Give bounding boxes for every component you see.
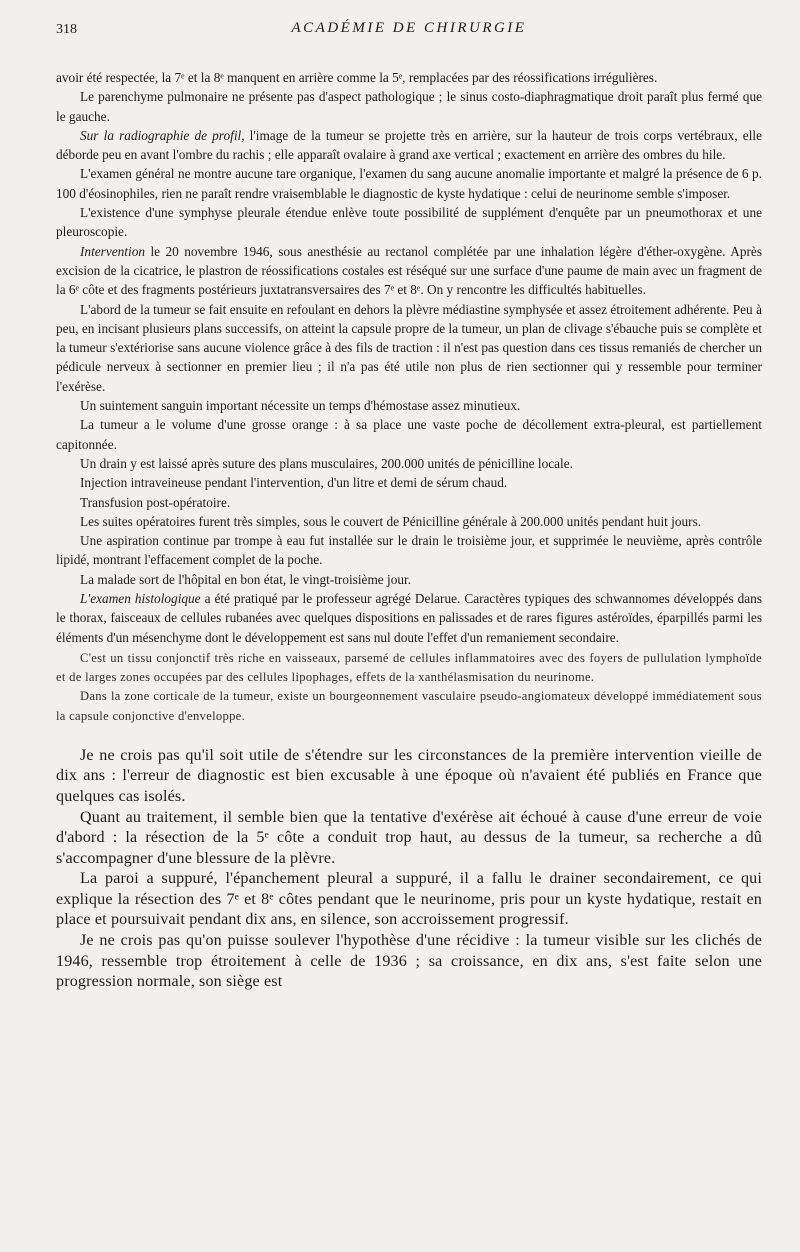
paragraph [56,203,762,242]
paragraph-text: La tumeur a le volume d'une grosse orange : à sa place une vaste poche de décollement extra-pleural, est partiellement capitonnée. [56,417,762,452]
paragraph [56,396,762,415]
running-title: ACADÉMIE DE CHIRURGIE [291,20,527,36]
paragraph [56,473,762,492]
paragraph [56,164,762,203]
paragraph-text: Un suintement sanguin important nécessite un temps d'hémostase assez minutieux. [80,398,521,414]
paragraph-text: Dans la zone corticale de la tumeur, existe un bourgeonnement vasculaire pseudo-angiomateux développé immédiatement sous la capsule conjonctive d'enveloppe. [56,689,762,723]
paragraph-text: L'abord de la tumeur se fait ensuite en refoulant en dehors la plèvre médiastine symphysée et assez étroitement adhérente. Peu à peu, en incisant plusieurs plans successifs, on atteint la capsule propre de la tumeur, un plan de clivage s'ébauche puis se complète et la tumeur s'extériorise sans aucune violence grâce à des fils de traction : il n'est pas question dans ces tissus remaniés de chercher un pédicule nerveux à sectionner en premier lieu ; il n'a pas été utile non plus de rien sectionner qui y ressemble pour terminer l'exérèse. [56,301,762,394]
paragraph-text: Transfusion post-opératoire. [80,494,231,510]
paragraph [56,808,762,870]
page-header [56,22,762,48]
paragraph [56,126,762,165]
paragraph-text: le 20 novembre 1946, sous anesthésie au rectanol complétée par une inhalation légère d'éther-oxygène. Après excision de la cicatrice, le plastron de réossifications costales est réséqué sur une surface d'une paume de main avec un fragment de la 6ᵉ côte et des fragments postérieurs juxtatransversaires des 7ᵉ et 8ᵉ. On y rencontre les difficultés habituelles. [56,243,762,298]
body-text [56,68,762,647]
histology-detail [56,649,762,726]
paragraph [56,87,762,126]
paragraph [56,570,762,589]
paragraph-text: avoir été respectée, la 7ᵉ et la 8ᵉ manquent en arrière comme la 5ᵉ, remplacées par des réossifications irrégulières. [56,70,658,85]
paragraph [56,589,762,647]
paragraph [56,68,762,87]
paragraph [56,242,762,300]
author-commentary [56,746,762,993]
paragraph-text: La malade sort de l'hôpital en bon état, le vingt-troisième jour. [80,571,412,587]
paragraph [56,649,762,687]
paragraph-text: La paroi a suppuré, l'épanchement pleural a suppuré, il a fallu le drainer secondairement, ce qui explique la résection des 7ᵉ et 8ᵉ côtes pendant que le neurinome, pris pour un kyste hydatique, restait en place et poursuivait pendant dix ans, en silence, son accroissement progressif. [56,870,762,929]
page-number: 318 [56,22,77,37]
paragraph-text: Une aspiration continue par trompe à eau fut installée sur le drain le troisième jour, et supprimée le neuvième, après contrôle lipidé, montrant l'effacement complet de la poche. [56,533,762,568]
paragraph-text: Je ne crois pas qu'on puisse soulever l'hypothèse d'une récidive : la tumeur visible sur les clichés de 1946, ressemble trop étroitement à celle de 1936 ; sa croissance, en dix ans, s'est faite selon une progression normale, son siège est [56,932,762,991]
paragraph-text: Quant au traitement, il semble bien que la tentative d'exérèse ait échoué à cause d'une erreur de voie d'abord : la résection de la 5ᵉ côte a conduit trop haut, au dessus de la tumeur, sa recherche a dû s'accompagner d'une blessure de la plèvre. [56,808,762,867]
paragraph-text: Les suites opératoires furent très simples, sous le couvert de Pénicilline générale à 200.000 unités pendant huit jours. [80,513,702,529]
paragraph-text: L'examen général ne montre aucune tare organique, l'examen du sang aucune anomalie importante et malgré la présence de 6 p. 100 d'éosinophiles, rien ne paraît rendre vraisemblable le diagnostic de kyste hydatique : celui de neurinome semble s'imposer. [56,166,762,201]
italic-lead: L'examen histologique [80,591,201,607]
paragraph-text: Le parenchyme pulmonaire ne présente pas d'aspect pathologique ; le sinus costo-diaphragmatique droit paraît plus fermé que le gauche. [56,89,762,124]
paragraph-text: Injection intraveineuse pendant l'intervention, d'un litre et demi de sérum chaud. [80,475,508,491]
paragraph [56,415,762,454]
paragraph [56,493,762,512]
paragraph [56,687,762,725]
paragraph [56,746,762,808]
paragraph [56,512,762,531]
paragraph [56,931,762,993]
paragraph-text: C'est un tissu conjonctif très riche en vaisseaux, parsemé de cellules inflammatoires avec des foyers de pullulation lymphoïde et de larges zones occupées par des cellules lipophages, effets de la xanthélasmisation du neurinome. [56,650,762,685]
paragraph [56,869,762,931]
paragraph [56,454,762,473]
italic-lead: Intervention [80,243,145,259]
paragraph-text: l'image de la tumeur se projette très en arrière, sur la hauteur de trois corps vertébraux, elle déborde peu en avant l'ombre du rachis ; elle apparaît ovalaire à grand axe vertical ; exactement en arrière des ombres du hile. [56,127,762,163]
paragraph-text: a été pratiqué par le professeur agrégé Delarue. Caractères typiques des schwannomes développés dans le thorax, faisceaux de cellules rubanées avec quelques dispositions en palissades et de rares figures astéroïdes, éparpillés parmi les éléments d'un mésenchyme dont le développement est sans nul doute l'effet d'un remaniement secondaire. [56,591,762,645]
paragraph-text: L'existence d'une symphyse pleurale étendue enlève toute possibilité de supplément d'enquête par un pneumothorax et une pleuroscopie. [56,205,762,240]
paragraph-text: Un drain y est laissé après suture des plans musculaires, 200.000 unités de pénicilline locale. [80,455,573,471]
italic-lead: Sur la radiographie de profil, [80,127,245,143]
paragraph [56,531,762,570]
paragraph [56,300,762,396]
paragraph-text: Je ne crois pas qu'il soit utile de s'étendre sur les circonstances de la première intervention vieille de dix ans : l'erreur de diagnostic est bien excusable à une époque où n'avaient été publiés en France que quelques cas isolés. [56,746,762,805]
